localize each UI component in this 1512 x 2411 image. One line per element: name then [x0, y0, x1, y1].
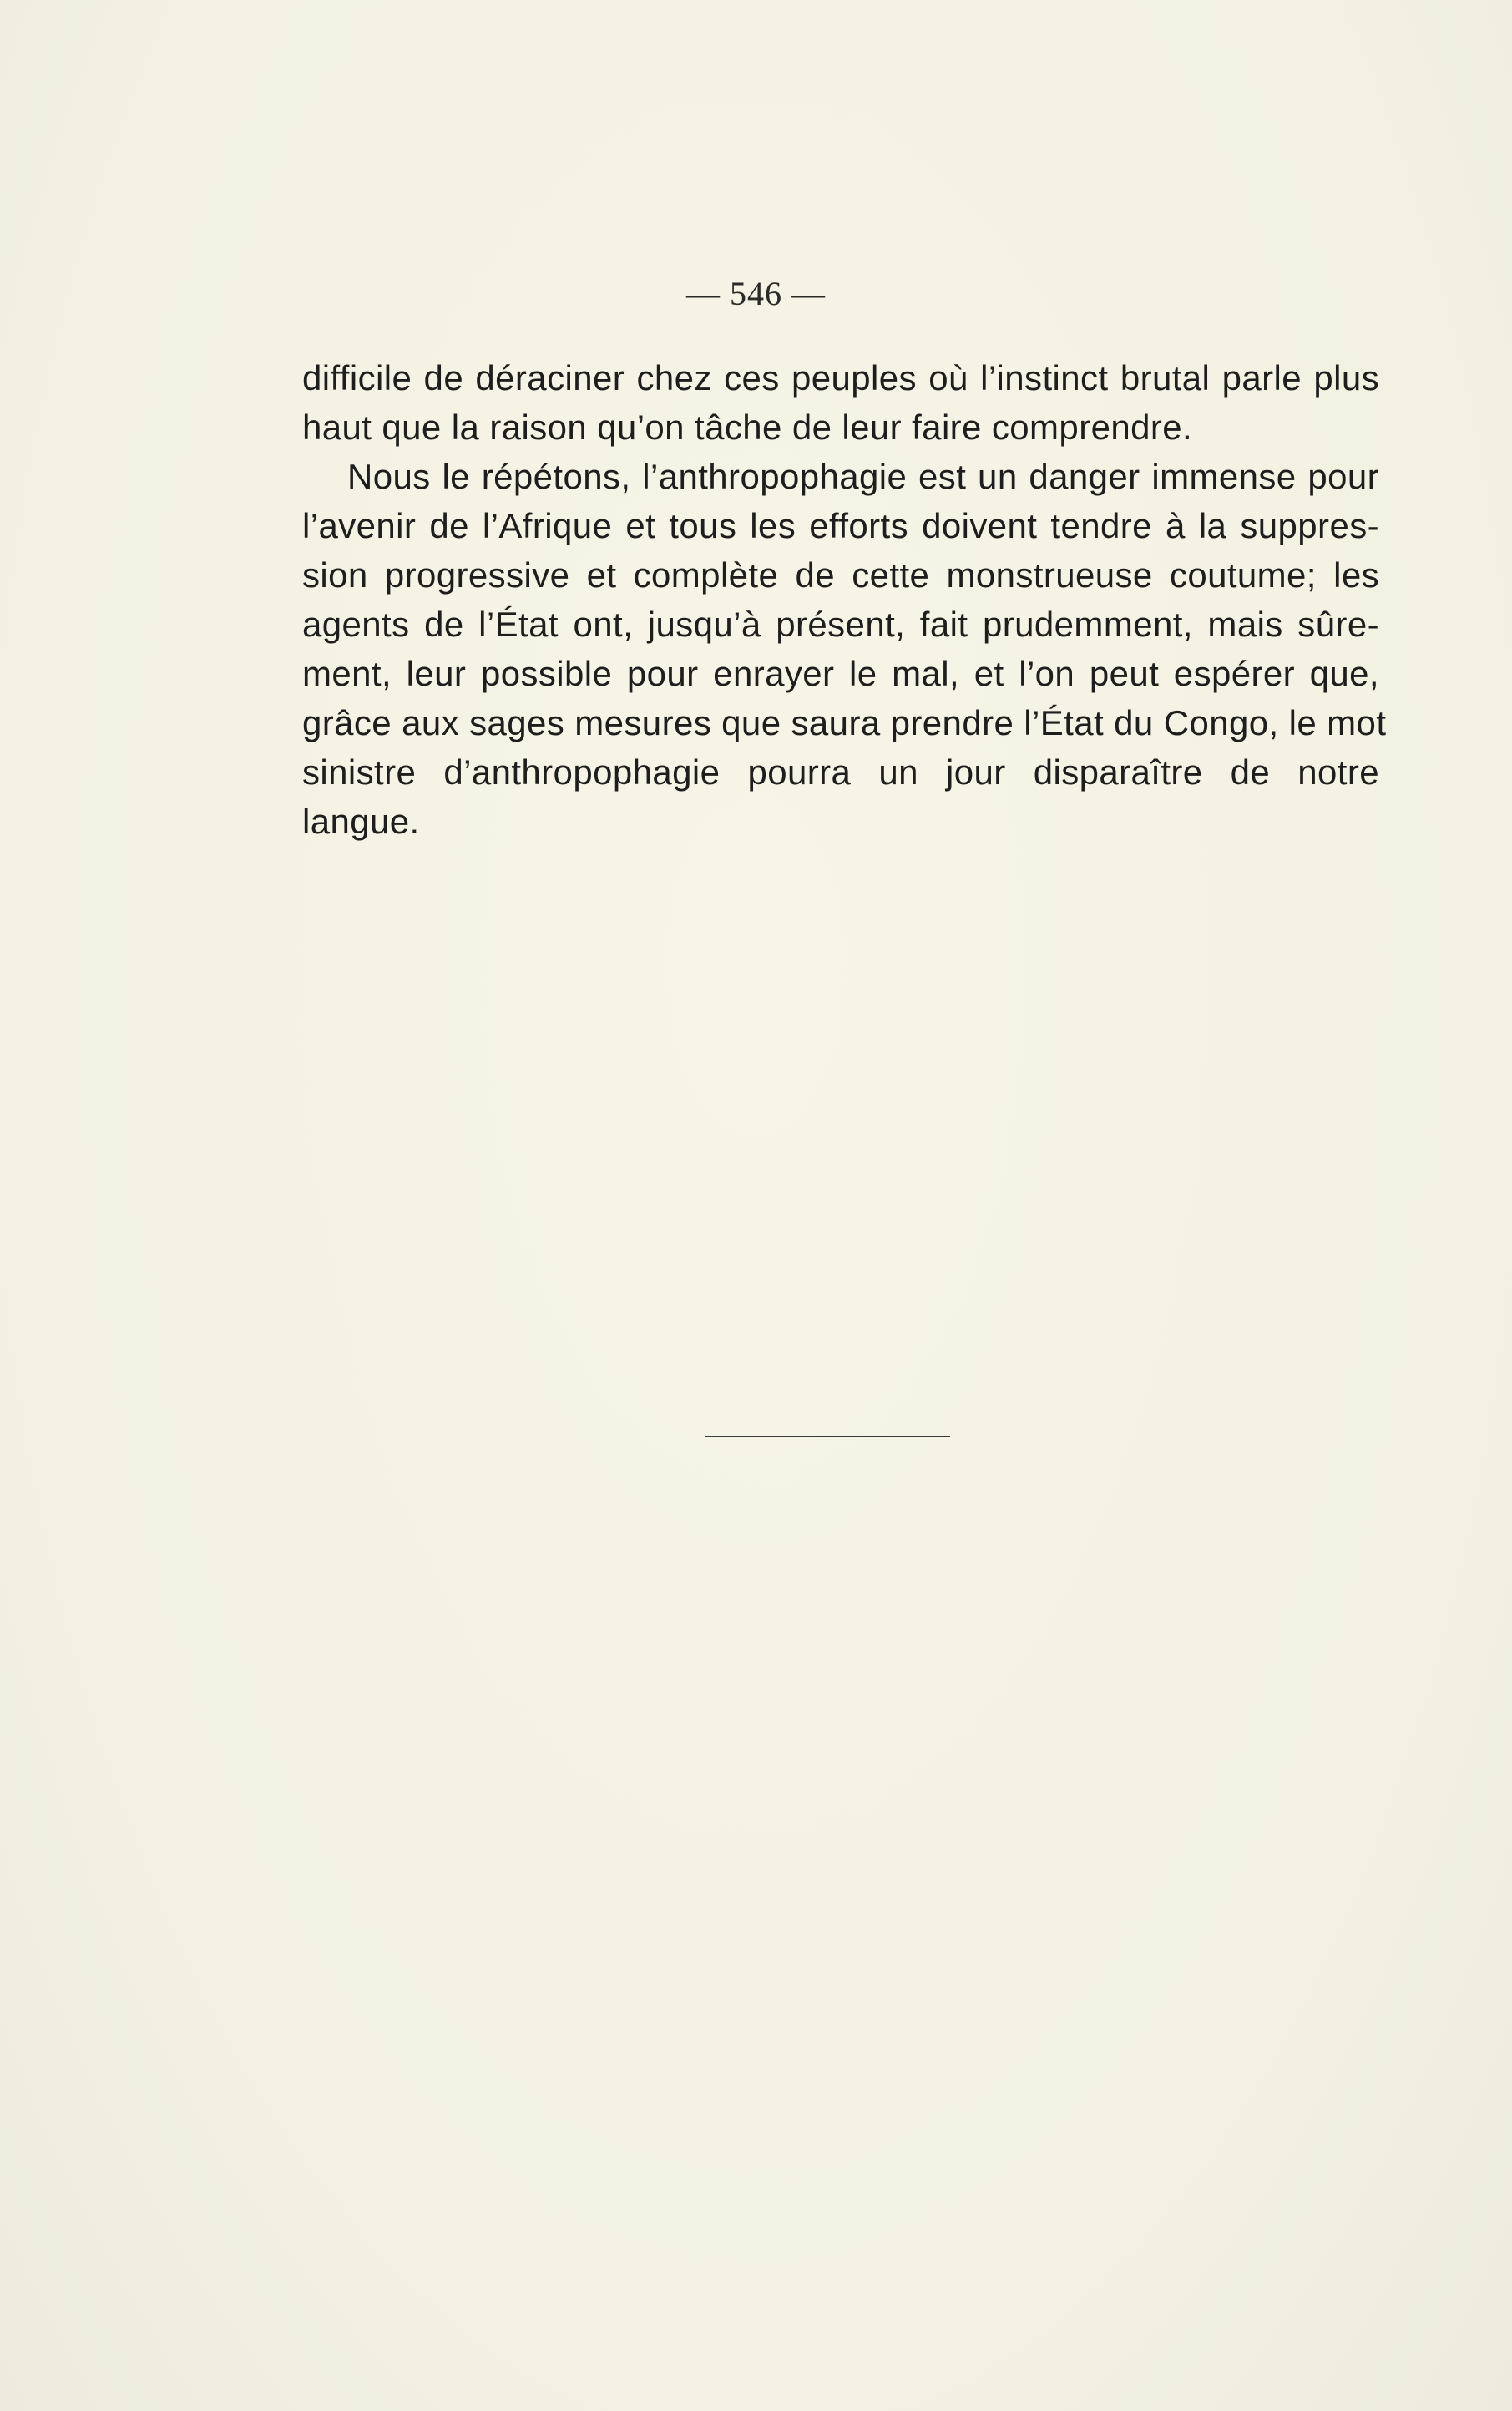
text-line: agents de l’État ont, jusqu’à présent, fait prudemment, mais sûre- [302, 605, 1379, 644]
text-line: ment, leur possible pour enrayer le mal, et l’on peut espérer que, [302, 654, 1379, 693]
page-number: — 546 — [686, 275, 826, 312]
text-line: haut que la raison qu’on tâche de leur faire comprendre. [302, 408, 1193, 447]
section-divider [705, 1436, 950, 1437]
text-line: sion progressive et complète de cette monstrueuse coutume; les [302, 555, 1379, 595]
body-text [302, 353, 1387, 846]
text-line: Nous le répétons, l’anthropophagie est un danger immense pour [347, 457, 1379, 496]
text-line: difficile de déraciner chez ces peuples où l’instinct brutal parle plus [302, 358, 1379, 398]
text-line: sinistre d’anthropophagie pourra un jour disparaître de notre [302, 752, 1379, 792]
text-line: l’avenir de l’Afrique et tous les efforts doivent tendre à la suppres- [302, 506, 1379, 545]
text-line: grâce aux sages mesures que saura prendre l’État du Congo, le mot [302, 703, 1387, 742]
text-line: langue. [302, 802, 420, 841]
